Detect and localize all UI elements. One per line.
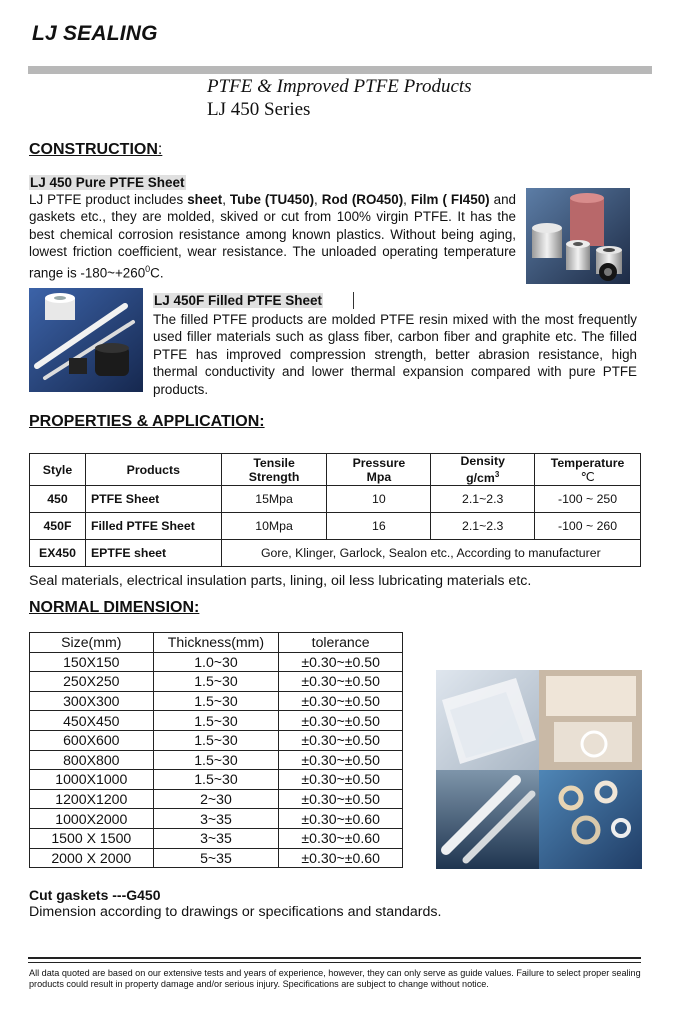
- thickness-cell: 2~30: [153, 789, 279, 809]
- header-pressure: Pressure Mpa: [327, 454, 431, 486]
- size-cell: 2000 X 2000: [30, 848, 154, 868]
- table-row: 450F Filled PTFE Sheet 10Mpa 16 2.1~2.3 -100 ~ 260: [30, 513, 641, 540]
- size-cell: 450X450: [30, 711, 154, 731]
- tolerance-cell: ±0.30~±0.50: [279, 652, 403, 672]
- header-divider: [28, 66, 652, 74]
- thickness-cell: 1.5~30: [153, 750, 279, 770]
- table-row: [30, 809, 403, 829]
- thickness-cell: 1.0~30: [153, 652, 279, 672]
- table-row: EX450 EPTFE sheet Gore, Klinger, Garlock, Sealon etc., According to manufacturer: [30, 540, 641, 567]
- tolerance-cell: ±0.30~±0.50: [279, 750, 403, 770]
- size-cell: 800X800: [30, 750, 154, 770]
- size-cell: 1000X1000: [30, 770, 154, 790]
- properties-table: [29, 453, 641, 567]
- header-tensile: Tensile Strength: [221, 454, 327, 486]
- tolerance-cell: ±0.30~±0.50: [279, 711, 403, 731]
- header-products: Products: [85, 454, 221, 486]
- pure-ptfe-subheading: LJ 450 Pure PTFE Sheet: [30, 175, 185, 190]
- filled-ptfe-products-photo: [29, 288, 143, 392]
- text-cursor-mark: [353, 292, 354, 309]
- tolerance-cell: ±0.30~±0.60: [279, 828, 403, 848]
- size-cell: 1500 X 1500: [30, 828, 154, 848]
- header-density: Density $g/cm^3$: [431, 454, 535, 486]
- applications-text: Seal materials, electrical insulation parts, lining, oil less lubricating materials etc.: [29, 573, 532, 589]
- size-cell: 150X150: [30, 652, 154, 672]
- thickness-cell: 3~35: [153, 828, 279, 848]
- table-row: [30, 730, 403, 750]
- header-tolerance: tolerance: [279, 633, 403, 653]
- table-row: [30, 711, 403, 731]
- thickness-cell: 1.5~30: [153, 672, 279, 692]
- size-cell: 600X600: [30, 730, 154, 750]
- table-row: 450 PTFE Sheet 15Mpa 10 2.1~2.3 -100 ~ 250: [30, 486, 641, 513]
- tolerance-cell: ±0.30~±0.50: [279, 691, 403, 711]
- ptfe-sheets-gaskets-photo: [436, 670, 642, 869]
- table-row: [30, 691, 403, 711]
- table-row: [30, 828, 403, 848]
- thickness-cell: 1.5~30: [153, 711, 279, 731]
- brand-logo-text: LJ SEALING: [32, 22, 158, 45]
- thickness-cell: 1.5~30: [153, 770, 279, 790]
- construction-heading: CONSTRUCTION:: [29, 141, 163, 158]
- size-cell: 250X250: [30, 672, 154, 692]
- table-row: [30, 672, 403, 692]
- dimension-table: [29, 632, 403, 868]
- size-cell: 300X300: [30, 691, 154, 711]
- thickness-cell: 3~35: [153, 809, 279, 829]
- page-subtitle: LJ 450 Series: [207, 99, 311, 120]
- header-size: Size(mm): [30, 633, 154, 653]
- tolerance-cell: ±0.30~±0.50: [279, 672, 403, 692]
- dimension-header-row: [30, 633, 403, 653]
- header-style: Style: [30, 454, 86, 486]
- dimension-heading: NORMAL DIMENSION:: [29, 599, 200, 616]
- tolerance-cell: ±0.30~±0.50: [279, 770, 403, 790]
- thickness-cell: 1.5~30: [153, 730, 279, 750]
- page-title: PTFE & Improved PTFE Products: [207, 76, 472, 97]
- properties-heading: PROPERTIES & APPLICATION:: [29, 413, 265, 430]
- filled-ptfe-description: The filled PTFE products are molded PTFE resin mixed with the most frequently used filler materials such as glass fiber, carbon fiber and graphite etc. The filled PTFE has improved compression strength, better abrasion resistance, high thermal conductivity and lower thermal expansion compared with pure PTFE products.: [153, 312, 637, 397]
- cut-gaskets-title: Cut gaskets ---G450: [29, 887, 161, 903]
- pure-ptfe-description: LJ PTFE product includes sheet, Tube (TU450), Rod (RO450), Film ( FI450) and gaskets etc., they are molded, skived or cut from 100% virgin PTFE. It has the best chemical corrosion resistance among known plastics. Without being aging, lowest friction coefficient, wear resistance. The unloaded operating temperature range is $-180\sim+260^0C$.: [29, 192, 516, 281]
- table-row: [30, 848, 403, 868]
- table-row: [30, 770, 403, 790]
- table-row: [30, 750, 403, 770]
- header-temperature: Temperature ℃: [535, 454, 641, 486]
- tolerance-cell: ±0.30~±0.60: [279, 809, 403, 829]
- size-cell: 1200X1200: [30, 789, 154, 809]
- footer-disclaimer: All data quoted are based on our extensive tests and years of experience, however, they can only serve as guide values. Failure to select proper sealing products could result in property damage and/or serious injury. Specifications are subject to change without notice.: [29, 968, 641, 990]
- table-row: [30, 652, 403, 672]
- filled-ptfe-subheading: LJ 450F Filled PTFE Sheet: [154, 293, 323, 308]
- footer-divider-thin: [28, 962, 641, 963]
- tolerance-cell: ±0.30~±0.50: [279, 789, 403, 809]
- table-row: [30, 789, 403, 809]
- properties-header-row: [30, 454, 641, 486]
- tolerance-cell: ±0.30~±0.60: [279, 848, 403, 868]
- footer-divider: [28, 957, 641, 959]
- size-cell: 1000X2000: [30, 809, 154, 829]
- ptfe-tubes-rods-photo: [526, 188, 630, 284]
- thickness-cell: 5~35: [153, 848, 279, 868]
- cut-gaskets-text: Dimension according to drawings or specifications and standards.: [29, 904, 442, 920]
- tolerance-cell: ±0.30~±0.50: [279, 730, 403, 750]
- thickness-cell: 1.5~30: [153, 691, 279, 711]
- header-thickness: Thickness(mm): [153, 633, 279, 653]
